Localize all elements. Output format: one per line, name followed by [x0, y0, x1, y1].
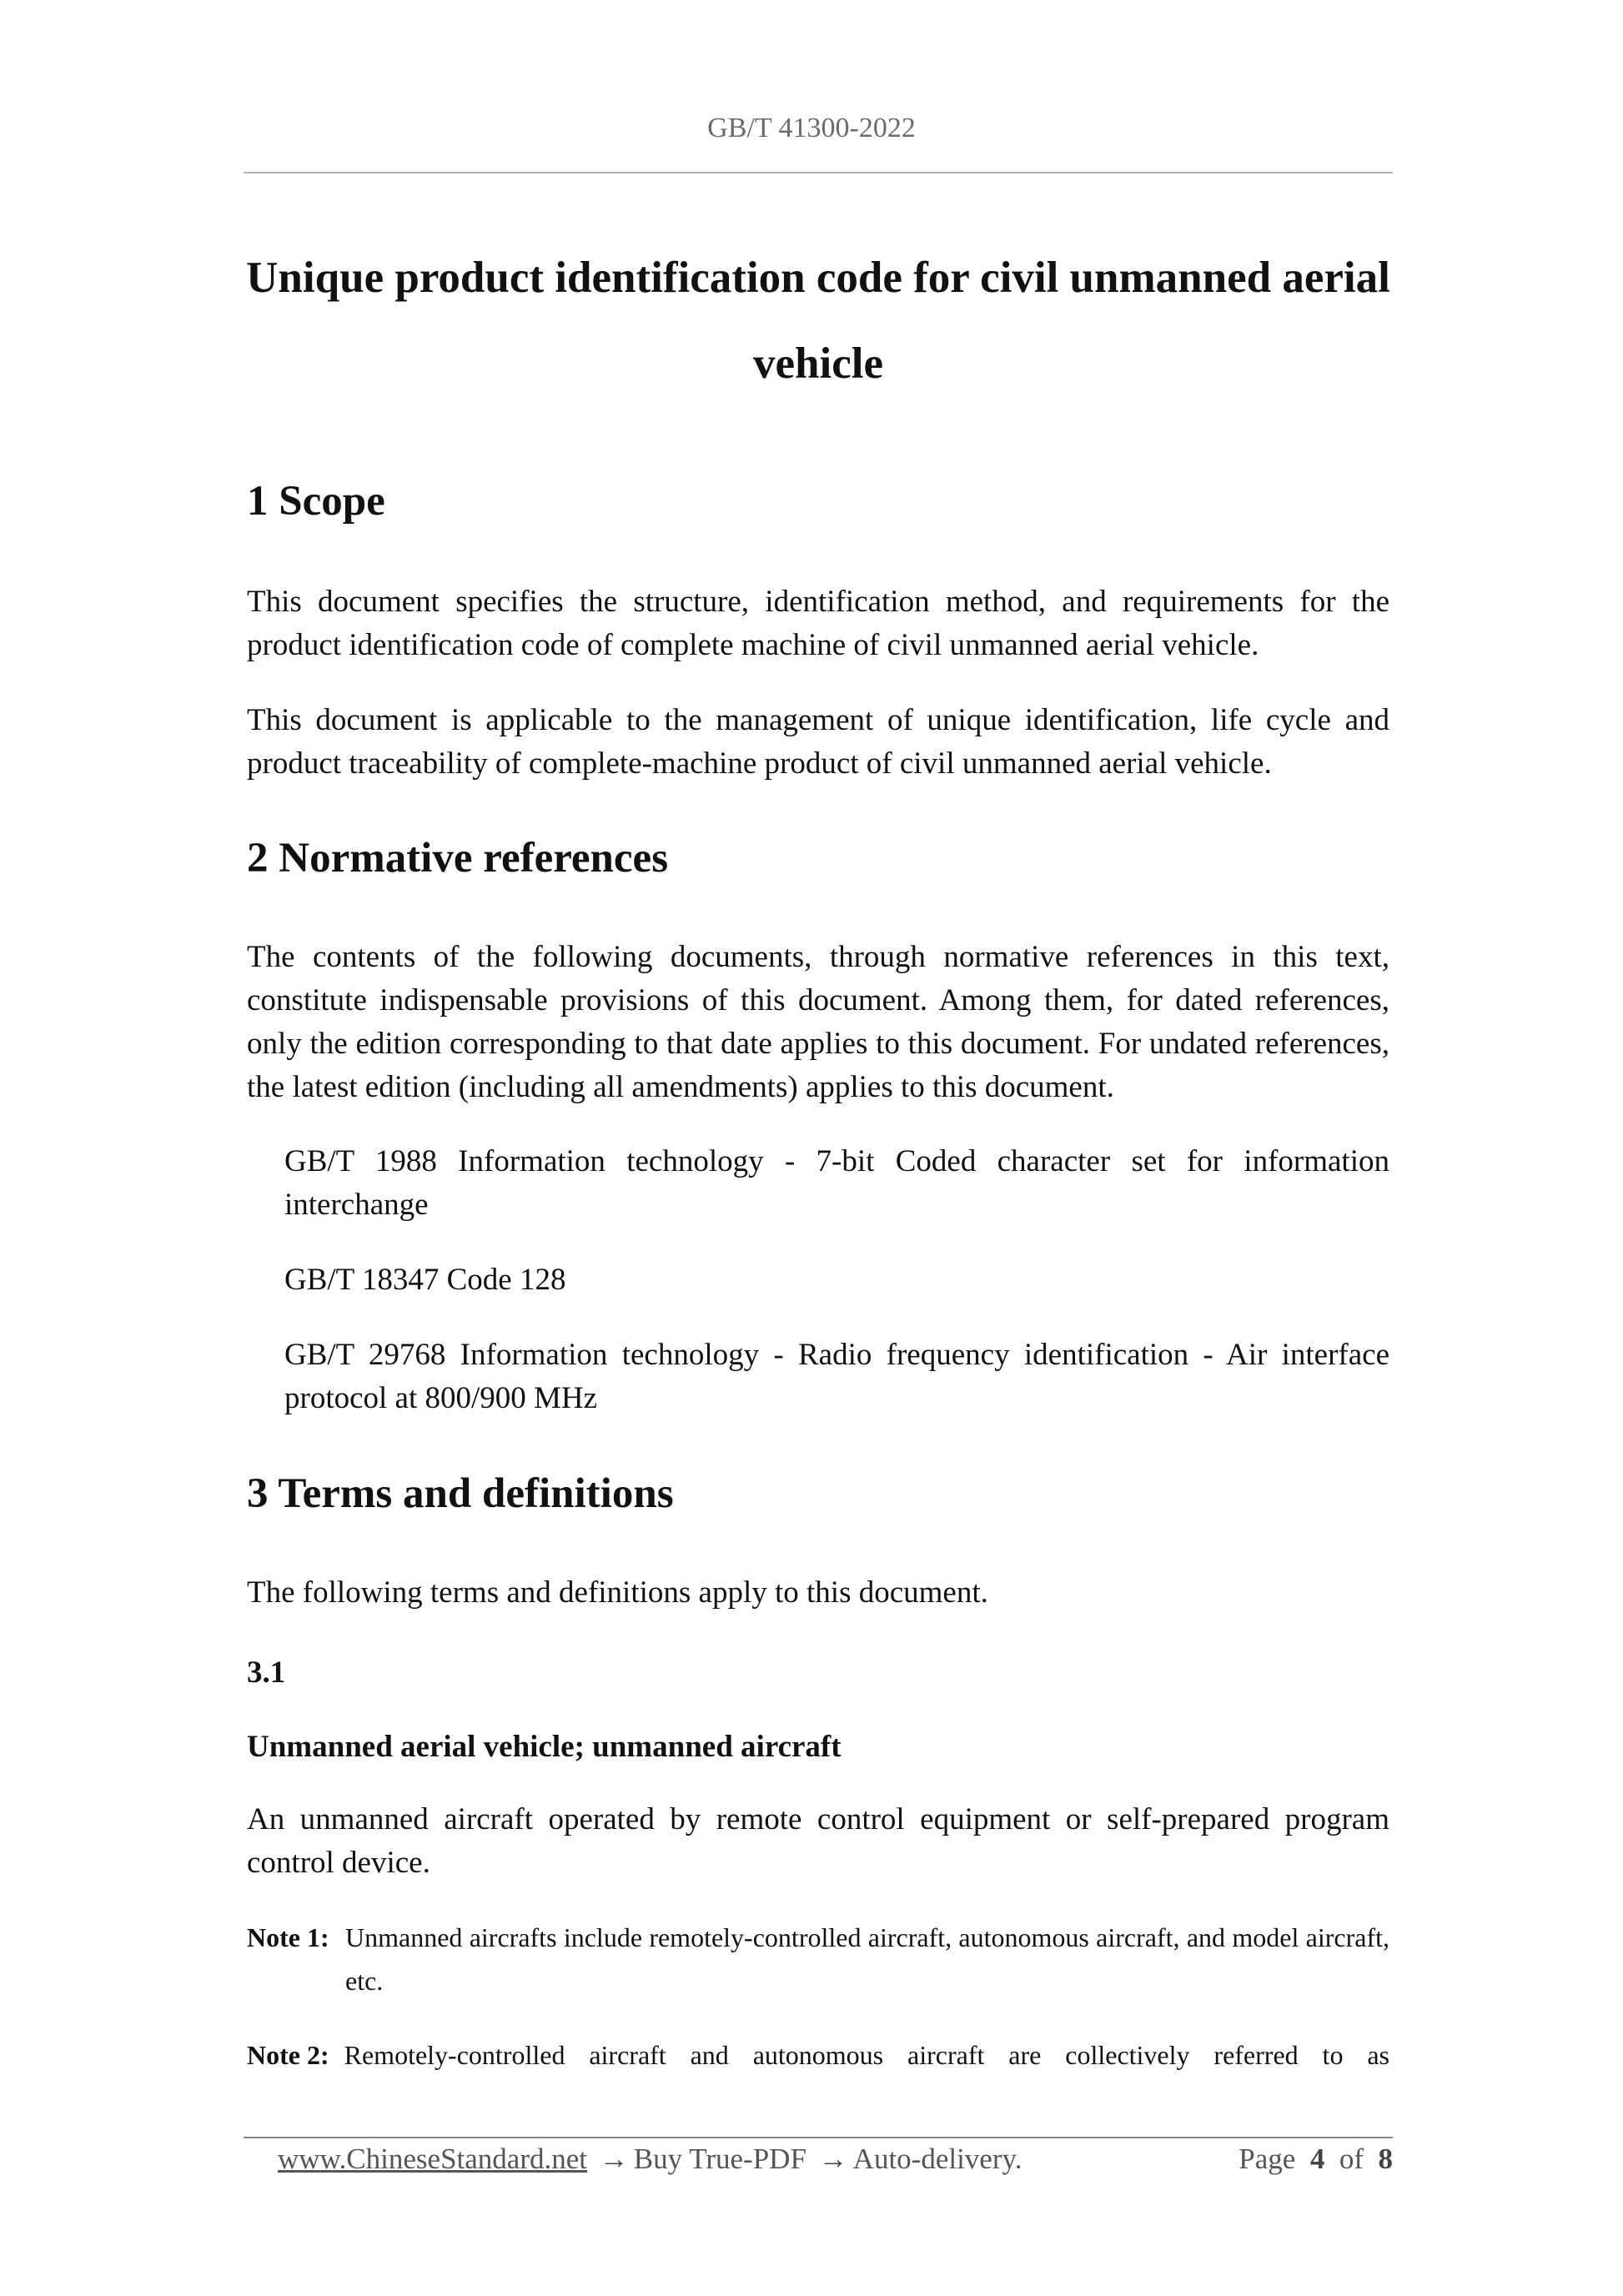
chinesestandard-link[interactable]: www.ChineseStandard.net: [278, 2143, 587, 2175]
footer-promo: [278, 2138, 1022, 2180]
scope-paragraph-1: This document specifies the structure, identification method, and requirements for the product identification code of complete machine of civil unmanned aerial vehicle.: [247, 585, 1389, 662]
term-definition: An unmanned aircraft operated by remote control equipment or self-prepared program control device.: [247, 1802, 1389, 1880]
page-indicator: [1239, 2138, 1393, 2180]
note-2-text: Remotely-controlled aircraft and autonomous aircraft are collectively referred to as: [344, 2040, 1389, 2070]
reference-item-gbt18347: GB/T 18347 Code 128: [284, 1263, 566, 1297]
term-name: Unmanned aerial vehicle; unmanned aircraft: [247, 1730, 842, 1764]
title-line-2: vehicle: [753, 339, 883, 388]
reference-item-gbt29768: GB/T 29768 Information technology - Radio frequency identification - Air interface protocol at 800/900 MHz: [284, 1338, 1389, 1415]
page-word: Page: [1239, 2143, 1296, 2175]
terms-intro-paragraph: The following terms and definitions apply to this document.: [247, 1575, 988, 1610]
heading-terms-and-definitions: 3 Terms and definitions: [247, 1470, 674, 1517]
note-2: [247, 2033, 1389, 2077]
reference-item-gbt1988: GB/T 1988 Information technology - 7-bit Coded character set for information interchange: [284, 1144, 1389, 1222]
document-title: [244, 235, 1393, 407]
heading-normative-references: 2 Normative references: [247, 835, 669, 882]
note-1-text: Unmanned aircrafts include remotely-controlled aircraft, autonomous aircraft, and model aircraft, etc.: [345, 1922, 1389, 1996]
note-1: [247, 1916, 1389, 2002]
note-1-label: Note 1:: [247, 1922, 329, 1952]
of-word: of: [1339, 2143, 1364, 2175]
term-number: 3.1: [247, 1655, 286, 1690]
arrow-right-icon: →: [818, 2143, 848, 2175]
footer-delivery-text: Auto-delivery.: [852, 2143, 1023, 2175]
page-total: 8: [1378, 2143, 1393, 2175]
normative-paragraph: The contents of the following documents, through normative references in this text, constitute indispensable provisions of this document. Among them, for dated references, only the edition corresponding to that date applies to this document. For undated references, the latest edition (including all amendments) applies to this document.: [247, 940, 1389, 1104]
note-2-label: Note 2:: [247, 2040, 329, 2070]
title-line-1: Unique product identification code for civil unmanned aerial: [246, 254, 1390, 302]
page-footer: [278, 2138, 1393, 2180]
arrow-right-icon: →: [599, 2143, 629, 2175]
footer-buy-text: Buy True-PDF: [633, 2143, 806, 2175]
page-number: 4: [1309, 2143, 1325, 2175]
scope-paragraph-2: This document is applicable to the management of unique identification, life cycle and product traceability of complete-machine product of civil unmanned aerial vehicle.: [247, 703, 1389, 781]
heading-scope: 1 Scope: [247, 478, 385, 525]
header-standard-code: GB/T 41300-2022: [707, 113, 916, 143]
header-rule: [244, 172, 1393, 173]
